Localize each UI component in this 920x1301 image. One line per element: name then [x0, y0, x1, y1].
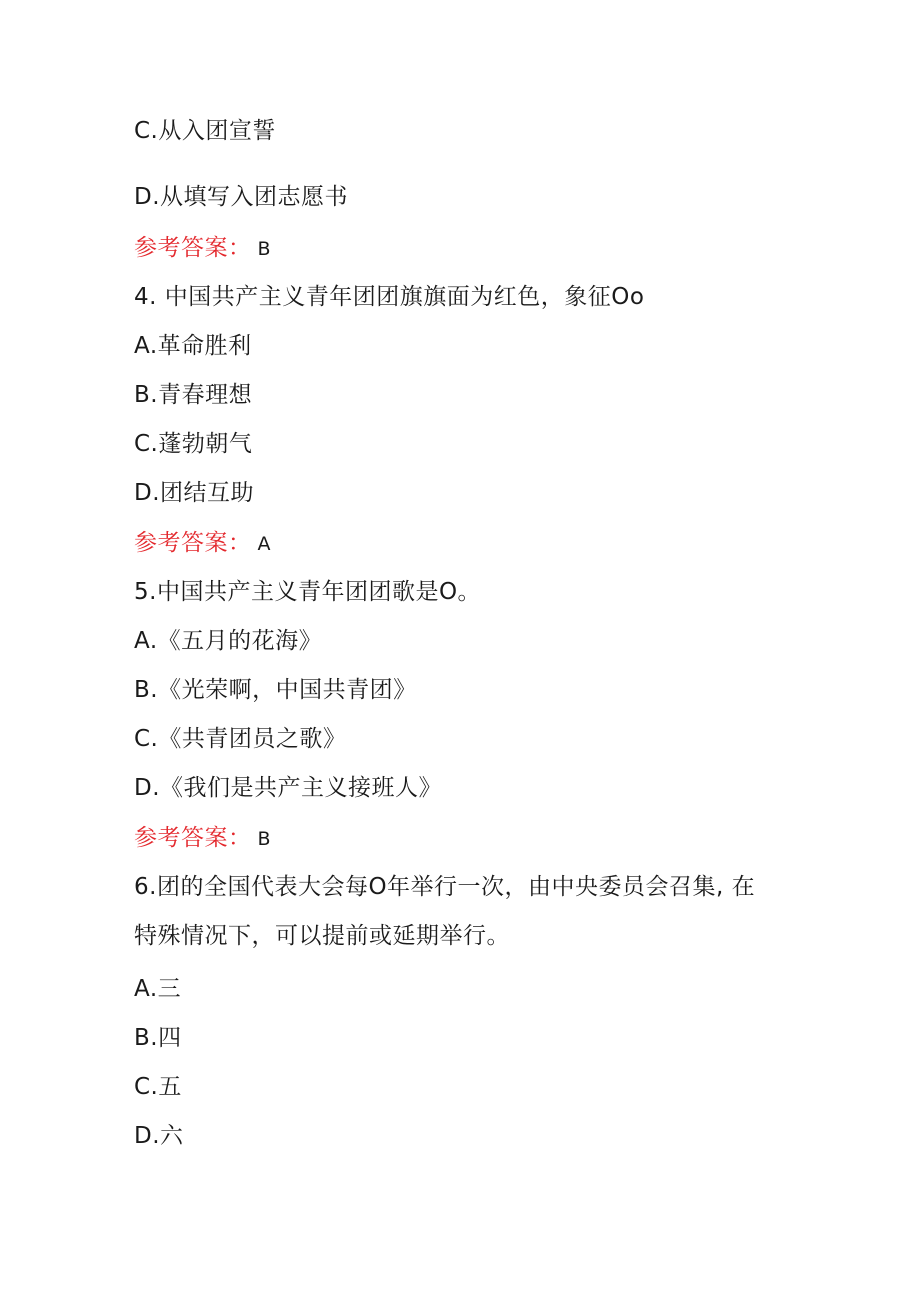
option-c-q6: C.五 — [134, 1074, 182, 1100]
option-b-q6: B.四 — [134, 1025, 182, 1051]
question-6-line-1: 6.团的全国代表大会每O年举行一次，由中央委员会召集, 在 — [134, 874, 756, 900]
answer-label: 参考答案： — [134, 235, 252, 261]
question-4: 4. 中国共产主义青年团团旗旗面为红色，象征Oo — [134, 284, 645, 310]
answer-label: 参考答案： — [134, 530, 252, 556]
option-a-q5: A.《五月的花海》 — [134, 628, 323, 654]
answer-value: A — [257, 533, 271, 555]
answer-q5 — [134, 823, 271, 854]
answer-label: 参考答案： — [134, 825, 252, 851]
option-b-q4: B.青春理想 — [134, 382, 253, 408]
answer-q3 — [134, 233, 271, 264]
option-d-q6: D.六 — [134, 1123, 184, 1149]
option-c-q3: C.从入团宣誓 — [134, 118, 276, 144]
question-5: 5.中国共产主义青年团团歌是O。 — [134, 579, 482, 605]
answer-q4 — [134, 528, 271, 559]
option-c-q4: C.蓬勃朝气 — [134, 431, 253, 457]
option-d-q5: D.《我们是共产主义接班人》 — [134, 775, 443, 801]
question-6-line-2: 特殊情况下，可以提前或延期举行。 — [134, 923, 510, 949]
option-d-q3: D.从填写入团志愿书 — [134, 184, 349, 210]
answer-value: B — [257, 828, 272, 850]
option-a-q6: A.三 — [134, 976, 182, 1002]
option-b-q5: B.《光荣啊，中国共青团》 — [134, 677, 417, 703]
option-d-q4: D.团结互助 — [134, 480, 255, 506]
answer-value: B — [257, 238, 272, 260]
option-c-q5: C.《共青团员之歌》 — [134, 726, 347, 752]
option-a-q4: A.革命胜利 — [134, 333, 252, 359]
